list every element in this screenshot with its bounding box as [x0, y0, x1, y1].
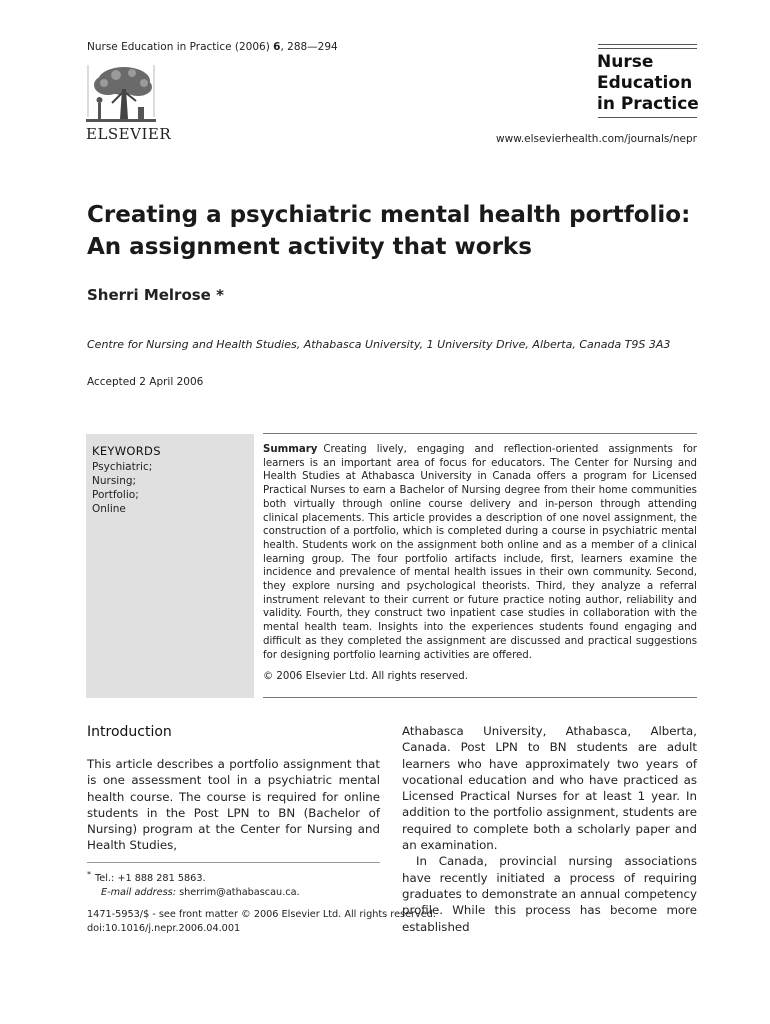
summary-label: Summary	[263, 444, 318, 455]
journal-pages: , 288—294	[280, 41, 338, 53]
title-line: An assignment activity that works	[87, 234, 532, 260]
summary-text: Creating lively, engaging and reflection-oriented assignments for learners is an important area of focus for educators. The Center for Nursing and Health Studies at Athabasca University in Canada offers a program for Licensed Practical Nurses to earn a Bachelor of Nursing degree from their home communities both virtually through online course delivery and in-person through attending clinical placements. This article provides a description of one novel assignment, the construction of a portfolio, which is completed during a course in psychiatric mental health. Students work on the assignment both online and as a member of a clinical learning group. The four portfolio artifacts include, first, learners examine the incidence and prevalence of mental health issues in their own community. Second, they explore nursing and psychological theorists. Third, they analyze a referral instrument relevant to their current or future practice noting author, reliability and validity. Fourth, they construct two inpatient case studies in collaboration with the mental health team. Insights into the experiences students found engaging and difficult as they completed the assignment are discussed and practical suggestions for designing portfolio learning activities are offered.	[263, 444, 697, 661]
journal-volume: 6	[273, 41, 281, 53]
journal-citation	[87, 41, 338, 53]
title-line: Creating a psychiatric mental health portfolio:	[87, 202, 691, 228]
keyword-item: Portfolio;	[92, 489, 139, 501]
accepted-date: Accepted 2 April 2006	[87, 376, 204, 388]
footnote-tel-text: Tel.: +1 888 281 5863.	[95, 873, 206, 885]
body-paragraph: In Canada, provincial nursing associations have recently initiated a process of requiring graduates to demonstrate an annual competency profile. While this process has become more established	[402, 854, 697, 934]
keywords-heading: KEYWORDS	[92, 444, 161, 458]
keywords-box	[86, 434, 254, 698]
abstract-copyright: © 2006 Elsevier Ltd. All rights reserved.	[263, 671, 468, 682]
journal-name: Nurse Education in Practice (2006)	[87, 41, 274, 53]
footnote-rule	[87, 862, 380, 863]
author-name: Sherri Melrose *	[87, 286, 224, 304]
email-label: E-mail address:	[101, 886, 176, 898]
brand-rule-bottom	[598, 117, 697, 118]
keywords-list	[92, 460, 152, 516]
keyword-item: Online	[92, 503, 126, 515]
summary-rule-bottom	[263, 697, 697, 698]
footnote-tel	[87, 868, 300, 886]
author-footnote	[87, 868, 300, 899]
body-column-right	[402, 723, 697, 935]
summary-rule-top	[263, 433, 697, 434]
keyword-item: Psychiatric;	[92, 461, 153, 473]
publisher-logo-text: ELSEVIER	[86, 125, 172, 143]
body-paragraph: Athabasca University, Athabasca, Alberta, Canada. Post LPN to BN students are adult learners who have approximately two years of vocational education and who have practiced as Licensed Practical Nurses for at least 1 year. In addition to the portfolio assignment, students are required to complete both a scholarly paper and an examination.	[402, 724, 697, 853]
section-heading-introduction: Introduction	[87, 724, 172, 740]
article-title	[87, 199, 727, 263]
author-affiliation: Centre for Nursing and Health Studies, Athabasca University, 1 University Drive, Alberta, Canada T9S 3A3	[87, 338, 671, 351]
brand-line: Education	[597, 73, 693, 93]
issn-line: 1471-5953/$ - see front matter © 2006 Elsevier Ltd. All rights reserved.	[87, 909, 436, 920]
body-paragraph-left: This article describes a portfolio assignment that is one assessment tool in a psychiatric mental health course. The course is required for online students in the Post LPN to BN (Bachelor of Nursing) program at the Center for Nursing and Health Studies,	[87, 757, 380, 853]
footnote-email	[87, 886, 300, 900]
brand-rule-top-2	[598, 48, 697, 49]
email-address[interactable]: sherrim@athabascau.ca.	[179, 886, 300, 898]
abstract-summary	[263, 443, 697, 662]
journal-url-link[interactable]: www.elsevierhealth.com/journals/nepr	[496, 133, 697, 145]
journal-brand	[597, 52, 699, 115]
brand-line: Nurse	[597, 52, 654, 72]
brand-line: in Practice	[597, 94, 699, 114]
brand-rule-top-1	[598, 44, 697, 45]
footnote-marker: *	[87, 870, 91, 879]
front-matter-footer	[87, 908, 436, 936]
keyword-item: Nursing;	[92, 475, 137, 487]
elsevier-tree-logo-icon	[86, 63, 156, 127]
doi-link[interactable]: doi:10.1016/j.nepr.2006.04.001	[87, 923, 241, 934]
